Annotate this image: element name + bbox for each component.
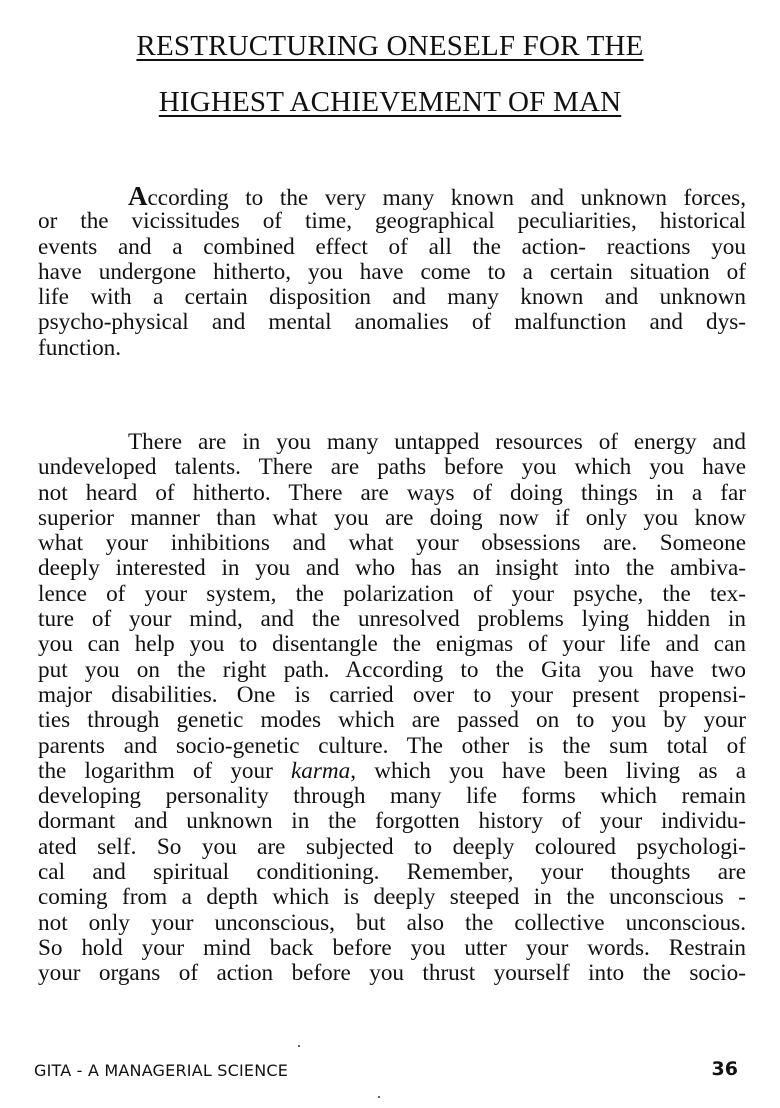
text-line: undeveloped talents. There are paths before you which you have — [38, 454, 746, 481]
text-line: have undergone hitherto, you have come to a certain situation of — [38, 258, 746, 285]
text-line: your organs of action before you thrust yourself into the socio- — [38, 960, 746, 987]
text-line: ated self. So you are subjected to deeply coloured psychologi- — [38, 833, 746, 860]
text-line: major disabilities. One is carried over to your present propensi- — [38, 681, 746, 708]
page-number: 36 — [711, 1058, 738, 1080]
text-line: not heard of hitherto. There are ways of doing things in a far — [38, 479, 746, 506]
text-line: lence of your system, the polarization of your psyche, the tex- — [38, 580, 746, 607]
text-line-karma: the logarithm of your karma, which you have been living as a — [38, 757, 746, 784]
text-line: cal and spiritual conditioning. Remember, your thoughts are — [38, 859, 746, 886]
text-line: put you on the right path. According to the Gita you have two — [38, 656, 746, 683]
text-line: psycho-physical and mental anomalies of malfunction and dys- — [38, 309, 746, 336]
text-line: function. — [38, 334, 122, 361]
text-line: events and a combined effect of all the action- reactions you — [38, 233, 746, 260]
text-line: According to the very many known and unknown forces, — [128, 181, 746, 211]
text-line: So hold your mind back before you utter your words. Restrain — [38, 934, 746, 961]
text-line: ties through genetic modes which are passed on to you by your — [38, 707, 746, 734]
text-line: ture of your mind, and the unresolved problems lying hidden in — [38, 606, 746, 633]
scan-speck — [298, 1045, 300, 1047]
text-line: There are in you many untapped resources of energy and — [128, 429, 746, 455]
text-line: life with a certain disposition and many known and unknown — [38, 284, 746, 311]
text-line: dormant and unknown in the forgotten history of your individu- — [38, 808, 746, 835]
text-line: what your inhibitions and what your obsessions are. Someone — [38, 530, 746, 557]
text-line: parents and socio-genetic culture. The other is the sum total of — [38, 732, 746, 759]
text-line: deeply interested in you and who has an insight into the ambiva- — [38, 555, 746, 582]
text-line: not only your unconscious, but also the collective unconscious. — [38, 909, 746, 936]
chapter-title-line-2: HIGHEST ACHIEVEMENT OF MAN — [158, 86, 622, 118]
text-line: coming from a depth which is deeply steeped in the unconscious - — [38, 884, 746, 911]
drop-letter: A — [128, 181, 148, 211]
paragraph-1 — [38, 181, 746, 361]
karma-term: karma — [291, 757, 351, 784]
scan-speck — [378, 1096, 380, 1098]
chapter-title-line-1: RESTRUCTURING ONESELF FOR THE — [136, 30, 644, 62]
running-footer-title: GITA - A MANAGERIAL SCIENCE — [34, 1061, 289, 1080]
text-line: or the vicissitudes of time, geographical peculiarities, historical — [38, 208, 746, 235]
text-line: you can help you to disentangle the enigmas of your life and can — [38, 631, 746, 658]
text-line: developing personality through many life forms which remain — [38, 783, 746, 810]
paragraph-2 — [38, 430, 746, 987]
text-line: superior manner than what you are doing now if only you know — [38, 504, 746, 531]
